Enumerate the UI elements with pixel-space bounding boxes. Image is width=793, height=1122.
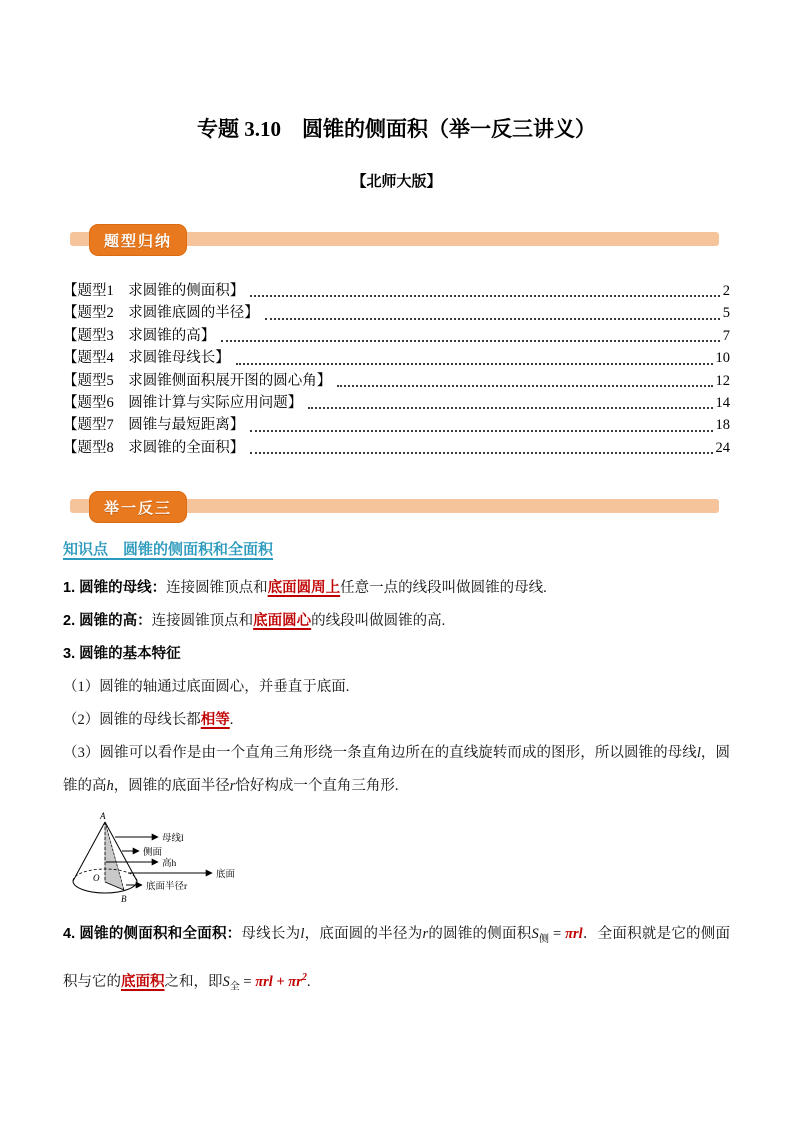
toc-entry-label: 【题型6 圆锥计算与实际应用问题】 [63, 395, 303, 412]
document-title: 专题 3.10 圆锥的侧面积（举一反三讲义） [197, 117, 596, 141]
section-banner-question-types [63, 224, 730, 254]
cone-diagram-svg [65, 809, 275, 911]
toc-dot-leader [265, 318, 720, 320]
symbol-s-lateral: S [531, 926, 539, 943]
var-l: l [300, 926, 305, 943]
height-callout-label: 高h [162, 859, 177, 870]
point-1-generatrix [63, 572, 730, 605]
var-r: r [422, 926, 429, 943]
toc-dot-leader [308, 407, 712, 409]
equals-sign: = [549, 926, 566, 943]
point-3-features [63, 638, 730, 671]
toc-dot-leader [221, 340, 720, 342]
point-4-highlight: 底面积 [121, 973, 165, 990]
knowledge-point-body [63, 572, 730, 803]
feature-2-text: （2）圆锥的母线长都 [63, 712, 201, 729]
banner-label: 题型归纳 [103, 232, 172, 250]
point-4-text: ．全面积就是它的侧面积与它的 [63, 926, 731, 990]
feature-2-highlight: 相等 [200, 712, 230, 729]
point-2-height [63, 605, 730, 638]
point-2-text: 连接圆锥顶点和 [151, 613, 254, 630]
point-4-paragraph [63, 915, 730, 1007]
toc-entry-3[interactable] [63, 325, 730, 347]
point-1-label: 1. 圆锥的母线： [63, 580, 167, 597]
cone-diagram [65, 809, 730, 911]
toc-entry-label: 【题型2 求圆锥底圆的半径】 [63, 305, 259, 322]
toc-entry-6[interactable] [63, 392, 730, 414]
toc-page-number: 24 [715, 439, 730, 456]
toc-page-number: 12 [715, 372, 730, 389]
lateral-callout-label: 侧面 [143, 848, 163, 859]
toc-dot-leader [250, 430, 712, 432]
edition-label: 【北师大版】 [351, 174, 442, 190]
point-4-text: ，底面圆的半径为 [304, 926, 423, 943]
lateral-area-formula: πrl [565, 926, 583, 943]
feature-3-text: （3）圆锥可以看作是由一个直角三角形绕一条直角边所在的直线旋转而成的图形，所以圆锥的母线 [63, 745, 697, 762]
subscript-total: 全 [229, 981, 240, 993]
point-4-text-end: . [306, 973, 311, 990]
radius-callout-label: 底面半径r [146, 882, 188, 893]
toc-page-number: 5 [722, 305, 730, 322]
total-area-formula-base: πrl + πr [255, 973, 302, 990]
toc-dot-leader [250, 452, 712, 454]
base-callout-label: 底面 [216, 870, 236, 881]
banner-label: 举一反三 [103, 499, 172, 517]
feature-1: （1）圆锥的轴通过底面圆心，并垂直于底面. [63, 679, 350, 696]
equals-sign: = [239, 973, 256, 990]
table-of-contents [63, 280, 730, 459]
cone-left-slant [73, 822, 105, 884]
toc-entry-7[interactable] [63, 414, 730, 436]
var-h: h [106, 778, 114, 795]
feature-2 [63, 704, 730, 737]
subscript-lateral: 侧 [538, 934, 550, 946]
feature-3 [63, 737, 730, 803]
toc-dot-leader [236, 363, 713, 365]
point-4-text: 之和，即 [164, 973, 223, 990]
total-area-formula-exponent: 2 [301, 972, 307, 984]
point-3-label: 3. 圆锥的基本特征 [63, 646, 181, 663]
feature-3-text: ，圆锥的底面半径 [113, 778, 230, 795]
banner-badge [89, 491, 187, 523]
page-content [63, 0, 730, 1007]
section-banner-practice [63, 491, 730, 521]
point-4-surface-area [63, 915, 730, 1007]
var-r: r [229, 778, 236, 795]
feature-3-text-end: 恰好构成一个直角三角形. [235, 778, 399, 795]
toc-dot-leader [250, 295, 720, 297]
point-2-highlight: 底面圆心 [253, 613, 312, 630]
base-front-arc [73, 881, 137, 893]
point-4-text: 的圆锥的侧面积 [428, 926, 532, 943]
edge-label: B [121, 894, 127, 905]
toc-entry-label: 【题型7 圆锥与最短距离】 [63, 417, 245, 434]
toc-entry-label: 【题型4 求圆锥母线长】 [63, 350, 230, 367]
point-4-label: 4. 圆锥的侧面积和全面积： [63, 926, 242, 943]
toc-page-number: 7 [722, 327, 730, 344]
toc-page-number: 2 [722, 283, 730, 299]
var-l: l [696, 745, 701, 762]
toc-entry-2[interactable] [63, 302, 730, 324]
knowledge-point-heading: 知识点 圆锥的侧面积和全面积 [63, 541, 274, 559]
point-1-highlight: 底面圆周上 [267, 580, 341, 597]
toc-entry-label: 【题型5 求圆锥侧面积展开图的圆心角】 [63, 372, 332, 389]
point-1-text-end: 任意一点的线段叫做圆锥的母线. [340, 580, 547, 597]
toc-entry-1[interactable] [63, 280, 730, 302]
generatrix-callout-label: 母线l [162, 834, 184, 845]
toc-page-number: 10 [715, 350, 730, 367]
apex-label: A [100, 811, 106, 822]
toc-entry-8[interactable] [63, 437, 730, 459]
center-label: O [93, 873, 100, 884]
point-4-text: 母线长为 [241, 926, 301, 943]
point-2-label: 2. 圆锥的高： [63, 613, 152, 630]
total-area-formula [255, 974, 307, 990]
toc-page-number: 18 [715, 417, 730, 434]
toc-entry-label: 【题型3 求圆锥的高】 [63, 327, 216, 344]
point-1-text: 连接圆锥顶点和 [166, 580, 268, 597]
toc-dot-leader [337, 385, 712, 387]
banner-badge [89, 224, 187, 256]
symbol-s-total: S [222, 973, 230, 990]
feature-3-text: ，圆锥的高 [63, 745, 730, 795]
toc-entry-label: 【题型8 求圆锥的全面积】 [63, 439, 245, 456]
toc-entry-label: 【题型1 求圆锥的侧面积】 [63, 283, 245, 299]
feature-2-text-end: . [229, 712, 234, 729]
toc-page-number: 14 [715, 395, 730, 412]
toc-entry-5[interactable] [63, 370, 730, 392]
toc-entry-4[interactable] [63, 347, 730, 369]
point-2-text-end: 的线段叫做圆锥的高. [311, 613, 446, 630]
